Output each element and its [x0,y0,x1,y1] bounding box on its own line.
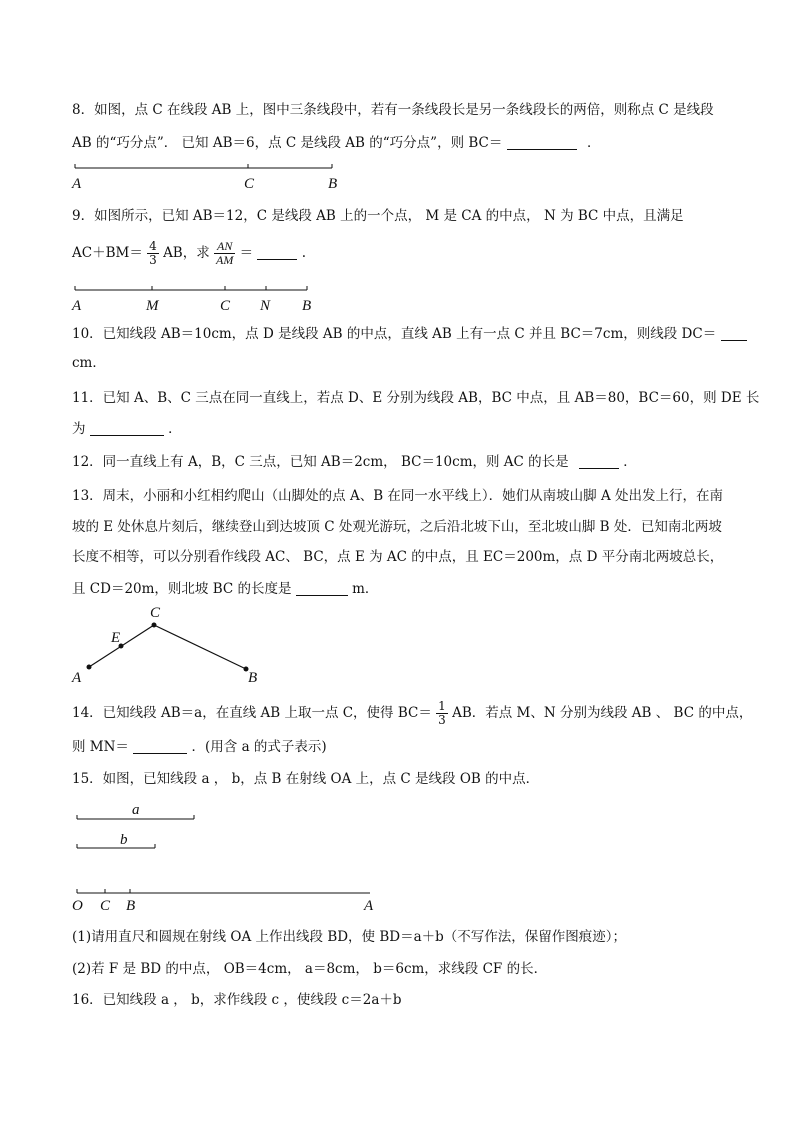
label-c: C [150,605,161,621]
q12-text-a: 12．同一直线上有 A，B，C 三点，已知 AB＝2cm， BC＝10cm，则 AC 的长是 [72,454,569,470]
answer-blank[interactable] [90,421,164,436]
q8-line2-text: AB 的“巧分点”． 已知 AB＝6，点 C 是线段 AB 的“巧分点”，则 BC＝ [72,135,503,151]
label-b: B [328,176,338,192]
q9-text-a: AC＋BM＝ [72,245,143,261]
answer-blank[interactable] [296,581,348,596]
label-a: A [364,898,374,914]
label-c: C [100,898,111,914]
q14-fraction-1-3 [436,700,448,727]
q13-line1: 13．周末，小丽和小红相约爬山（山脚处的点 A、B 在同一水平线上）．她们从南坡山脚 A 处出发上行，在南 [72,488,724,504]
q13-line2: 坡的 E 处休息片刻后，继续登山到达坡顶 C 处观光游玩，之后沿北坡下山，至北坡山脚 B 处．已知南北两坡 [72,519,722,535]
q14-line2 [72,738,327,756]
q11-line2 [72,420,182,438]
q10-text: 10．已知线段 AB＝10cm，点 D 是线段 AB 的中点，直线 AB 上有一点 C 并且 BC＝7cm，则线段 DC＝ [72,326,717,342]
q12-text-b: ． [623,454,637,470]
q13-text-b: m． [352,581,379,597]
label-o: O [72,898,83,914]
q8-line2 [72,134,600,152]
q14-text-a: 14．已知线段 AB＝a，在直线 AB 上取一点 C，使得 BC＝ [72,705,432,721]
q14-line1 [72,700,752,727]
label-a: A [72,176,82,192]
q14-text-c: 则 MN＝ [72,739,129,755]
q13-text-a: 且 CD＝20m，则北坡 BC 的长度是 [72,581,292,597]
q9-fraction-4-3 [147,240,159,267]
segment-cb [154,625,246,669]
label-b: B [302,298,312,314]
q10-line1 [72,325,747,343]
q8-line1: 8．如图，点 C 在线段 AB 上，图中三条线段中，若有一条线段长是另一条线段长的两倍，则称点 C 是线段 [72,102,714,118]
q9-text-b: AB，求 [163,245,210,261]
label-c: C [244,176,255,192]
answer-blank[interactable] [721,326,747,341]
q13-figure [68,600,278,690]
q9-line1: 9．如图所示，已知 AB＝12，C 是线段 AB 上的一个点， M 是 CA 的中点， N 为 BC 中点，且满足 [72,208,684,224]
q10-line2: cm． [72,355,106,371]
q11-text-a: 为 [72,421,86,437]
answer-blank[interactable] [257,245,297,260]
frac-den: 3 [438,713,446,727]
label-a: A [72,298,82,314]
label-a: A [72,670,82,686]
label-c: C [220,298,231,314]
q14-text-d: ．(用含 a 的式子表示) [191,739,327,755]
q9-text-c: ＝ [239,245,254,261]
q9-fraction-an-am [214,240,235,267]
q8-figure [70,160,360,194]
frac-num: AN [214,240,235,254]
q9-figure [70,282,330,316]
frac-den: AM [216,253,234,267]
q15-figure [70,798,390,916]
label-m: M [146,298,159,314]
label-b: B [248,670,258,686]
q12-line1 [72,453,637,471]
q9-line2 [72,240,306,267]
q15-line1: 15．如图，已知线段 a ， b，点 B 在射线 OA 上，点 C 是线段 OB 的中点． [72,771,540,787]
answer-blank[interactable] [507,135,577,150]
q11-line1: 11．已知 A、B、C 三点在同一直线上，若点 D、E 分别为线段 AB，BC 中点，且 AB＝80，BC＝60，则 DE 长 [72,390,760,406]
q15-sub1: (1)请用直尺和圆规在射线 OA 上作出线段 BD，使 BD＝a＋b（不写作法，保留作图痕迹）； [72,929,627,945]
label-e: E [111,630,121,646]
q11-text-b: ． [168,421,182,437]
point-a [87,665,92,670]
label-a-lower: a [132,802,140,818]
answer-blank[interactable] [133,739,187,754]
frac-den: 3 [149,253,157,267]
frac-num: 4 [149,239,157,253]
q13-line3: 长度不相等，可以分别看作线段 AC、 BC，点 E 为 AC 的中点，且 EC＝200m，点 D 平分南北两坡总长， [72,549,724,565]
q15-sub2: (2)若 F 是 BD 的中点， OB＝4cm， a＝8cm， b＝6cm，求线段 CF 的长． [72,961,548,977]
frac-num: 1 [438,699,446,713]
label-b-lower: b [120,832,128,848]
answer-blank[interactable] [579,454,619,469]
q14-text-b: AB．若点 M、N 分别为线段 AB 、 BC 的中点， [452,705,753,721]
q16-line1: 16．已知线段 a ， b，求作线段 c ，使线段 c＝2a＋b [72,992,402,1008]
label-b: B [126,898,136,914]
q8-line2-end: ． [586,135,601,151]
point-c [152,623,157,628]
q13-line4 [72,580,378,598]
q9-text-d: . [301,245,307,261]
label-n: N [260,298,271,314]
